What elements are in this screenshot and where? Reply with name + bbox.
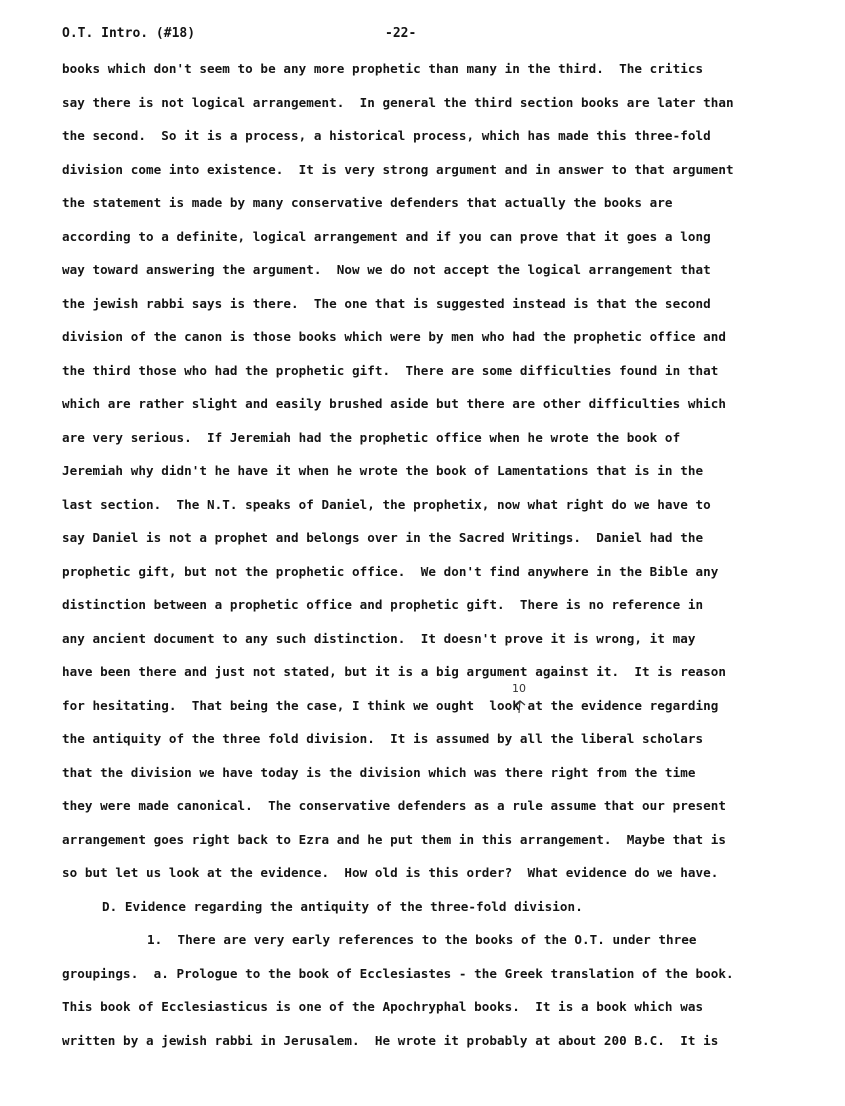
section-heading: D. Evidence regarding the antiquity of the three-fold division. [102, 898, 583, 914]
text-line: have been there and just not stated, but it is a big argument against it. It is reason [62, 664, 726, 679]
text-line: groupings. a. Prologue to the book of Ecclesiastes - the Greek translation of the book. [62, 965, 734, 981]
text-line: which are rather slight and easily brushed aside but there are other difficulties which [62, 396, 726, 411]
text-line: are very serious. If Jeremiah had the prophetic office when he wrote the book of [62, 429, 681, 445]
text-line: 1. There are very early references to the books of the O.T. under three [147, 932, 697, 947]
insertion-caret-icon [514, 700, 526, 714]
text-line: the antiquity of the three fold division. It is assumed by all the liberal scholars [62, 731, 704, 746]
text-line: prophetic gift, but not the prophetic office. We don't find anywhere in the Bible any [62, 563, 719, 579]
text-line: distinction between a prophetic office and prophetic gift. There is no reference in [62, 597, 704, 612]
document-title: O.T. Intro. (#18) [62, 26, 196, 41]
text-line: Jeremiah why didn't he have it when he wrote the book of Lamentations that is in the [62, 463, 704, 478]
text-line: division of the canon is those books which were by men who had the prophetic office and [62, 329, 726, 344]
text-line: according to a definite, logical arrangement and if you can prove that it goes a long [62, 228, 711, 244]
text-line: the statement is made by many conservative defenders that actually the books are [62, 195, 673, 210]
text-line: for hesitating. That being the case, I think we ought look at the evidence regarding [62, 697, 719, 713]
body-text [62, 58, 832, 1063]
text-line: the jewish rabbi says is there. The one that is suggested instead is that the second [62, 295, 711, 311]
text-line: the second. So it is a process, a historical process, which has made this three-fold [62, 128, 711, 143]
handwritten-annotation: 10 [512, 682, 526, 695]
text-line: division come into existence. It is very strong argument and in answer to that argument [62, 161, 734, 177]
text-line: any ancient document to any such distinction. It doesn't prove it is wrong, it may [62, 630, 696, 646]
text-line: say there is not logical arrangement. In general the third section books are later than [62, 94, 734, 110]
text-line: they were made canonical. The conservative defenders as a rule assume that our present [62, 798, 726, 813]
text-line: This book of Ecclesiasticus is one of the Apochryphal books. It is a book which was [62, 999, 704, 1014]
text-line: so but let us look at the evidence. How old is this order? What evidence do we have. [62, 865, 719, 880]
page-header [62, 26, 822, 48]
text-line: the third those who had the prophetic gift. There are some difficulties found in that [62, 362, 719, 378]
text-line: books which don't seem to be any more prophetic than many in the third. The critics [62, 61, 704, 76]
text-line: last section. The N.T. speaks of Daniel, the prophetix, now what right do we have to [62, 496, 711, 512]
text-line: arrangement goes right back to Ezra and he put them in this arrangement. Maybe that is [62, 831, 726, 847]
page-number: -22- [385, 26, 417, 41]
text-line: way toward answering the argument. Now we do not accept the logical arrangement that [62, 262, 711, 277]
text-line: written by a jewish rabbi in Jerusalem. He wrote it probably at about 200 B.C. It is [62, 1032, 719, 1048]
text-line: that the division we have today is the division which was there right from the time [62, 764, 696, 780]
text-line: say Daniel is not a prophet and belongs over in the Sacred Writings. Daniel had the [62, 530, 704, 545]
